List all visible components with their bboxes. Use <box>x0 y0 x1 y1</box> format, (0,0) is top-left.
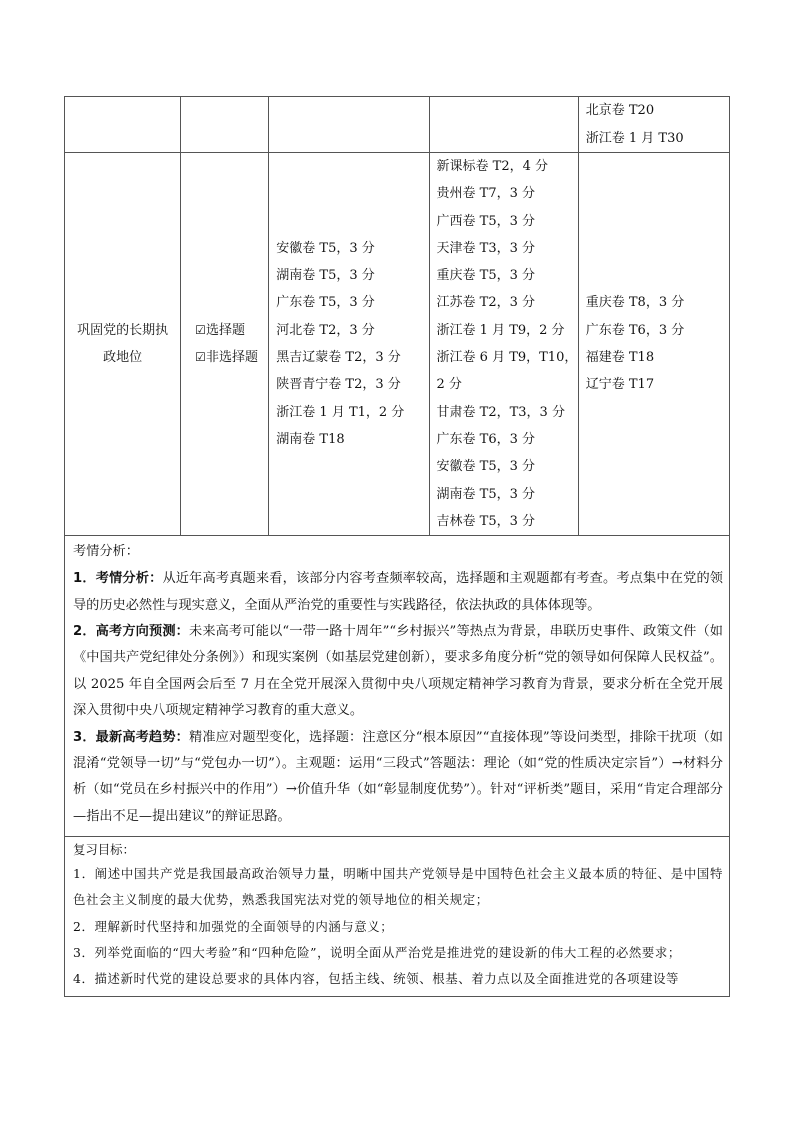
list-item: 湖南卷 T5，3 分 <box>436 486 536 502</box>
list-item: 安徽卷 T5，3 分 <box>436 459 536 475</box>
goal-item: 4．描述新时代党的建设总要求的具体内容，包括主线、统领、根基、着力点以及全面推进党的各项建设等 <box>73 971 680 987</box>
paragraph-text: 未来高考可能以“一带一路十周年”“乡村振兴”等热点为背景，串联历史事件、政策文件（如《中国共产党纪律处分条例》）和现实案例（如基层党建创新），要求多角度分析“党的领导如何保障人民权益”。以 2025 年自全国两会后至 7 月在全党开展深入贯彻中央八项规定精神学习教育为背景，要求分析在全党开展深入贯彻中央八项规定精神学习教育的重大意义。 <box>73 623 723 719</box>
goals-cell <box>65 837 730 997</box>
analysis-row <box>65 536 730 837</box>
paragraph-text: 从近年高考真题来看，该部分内容考查频率较高，选择题和主观题都有考查。考点集中在党的领导的历史必然性与现实意义，全面从严治党的重要性与实践路径，依法执政的具体体现等。 <box>73 571 723 613</box>
list-item: 安徽卷 T5，3 分 <box>276 240 375 256</box>
topic-cell: 巩固党的长期执政地位 <box>65 153 181 536</box>
list-item: 2 分 <box>436 377 462 393</box>
question-type-item <box>181 344 268 371</box>
goals-heading: 复习目标： <box>73 842 135 858</box>
list-item: 河北卷 T2，3 分 <box>276 322 375 338</box>
list-item: 浙江卷 1 月 T9，2 分 <box>436 322 565 338</box>
analysis-cell <box>65 536 730 837</box>
list-item: 福建卷 T18 <box>585 350 655 366</box>
list-item: 辽宁卷 T17 <box>585 377 655 393</box>
cell-exam-list <box>269 153 429 536</box>
list-item: 吉林卷 T5，3 分 <box>436 513 536 529</box>
cell-exam-list <box>429 153 578 536</box>
list-item: 贵州卷 T7，3 分 <box>436 186 536 202</box>
list-item: 重庆卷 T8，3 分 <box>585 295 685 311</box>
goal-item: 1．阐述中国共产党是我国最高政治领导力量，明晰中国共产党领导是中国特色社会主义最本质的特征、是中国特色社会主义制度的最大优势，熟悉我国宪法对党的领导地位的相关规定； <box>73 866 723 908</box>
paragraph-label: 2．高考方向预测： <box>73 623 190 639</box>
list-item: 广西卷 T5，3 分 <box>436 213 536 229</box>
list-item: 重庆卷 T5，3 分 <box>436 268 536 284</box>
list-item: 浙江卷 1 月 T30 <box>585 130 684 146</box>
list-item: 湖南卷 T5，3 分 <box>276 268 375 284</box>
analysis-heading: 考情分析： <box>73 544 139 560</box>
cell-empty <box>181 97 269 153</box>
list-item: 广东卷 T6，3 分 <box>436 431 536 447</box>
list-item: 北京卷 T20 <box>585 103 655 119</box>
question-type-item <box>181 317 268 344</box>
document-page <box>64 96 730 997</box>
list-item: 陕晋青宁卷 T2，3 分 <box>276 377 401 393</box>
checked-box-icon: ☑ <box>195 323 206 338</box>
list-item: 江苏卷 T2，3 分 <box>436 295 536 311</box>
table-row-main <box>65 153 730 536</box>
list-item: 黑吉辽蒙卷 T2，3 分 <box>276 350 401 366</box>
goals-row <box>65 837 730 997</box>
paragraph-text: 精准应对题型变化，选择题：注意区分“根本原因”“直接体现”等设问类型，排除干扰项（如混淆“党领导一切”与“党包办一切”）。主观题：运用“三段式”答题法：理论（如“党的性质决定宗旨”）→材料分析（如“党员在乡村振兴中的作用”）→价值升华（如“彰显制度优势”）。针对“评析类”题目，采用“肯定合理部分—指出不足—提出建议”的辩证思路。 <box>73 729 723 824</box>
paragraph-label: 3．最新高考趋势： <box>73 729 190 745</box>
list-item: 甘肃卷 T2，T3，3 分 <box>436 404 565 420</box>
exam-analysis-table <box>64 96 730 997</box>
list-item: 广东卷 T6，3 分 <box>585 322 685 338</box>
goal-item: 2．理解新时代坚持和加强党的全面领导的内涵与意义； <box>73 918 394 934</box>
cell-empty <box>65 97 181 153</box>
list-item: 天津卷 T3，3 分 <box>436 240 536 256</box>
question-type-label: 选择题 <box>205 323 245 339</box>
question-type-label: 非选择题 <box>205 350 258 366</box>
cell-exam-list <box>578 97 729 153</box>
cell-empty <box>269 97 429 153</box>
table-row-top <box>65 97 730 153</box>
checked-box-icon: ☑ <box>195 350 206 365</box>
cell-empty <box>429 97 578 153</box>
goal-item: 3．列举党面临的“四大考验”和“四种危险”，说明全面从严治党是推进党的建设新的伟大工程的必然要求； <box>73 944 681 960</box>
cell-exam-list <box>578 153 729 536</box>
analysis-paragraph <box>73 725 723 831</box>
list-item: 广东卷 T5，3 分 <box>276 295 375 311</box>
list-item: 湖南卷 T18 <box>276 431 345 447</box>
analysis-paragraph <box>73 566 723 619</box>
list-item: 浙江卷 6 月 T9，T10， <box>436 350 578 366</box>
question-type-cell <box>181 153 269 536</box>
list-item: 浙江卷 1 月 T1，2 分 <box>276 404 405 420</box>
analysis-paragraph <box>73 619 723 725</box>
paragraph-label: 1．考情分析： <box>73 571 163 587</box>
list-item: 新课标卷 T2，4 分 <box>436 159 549 174</box>
